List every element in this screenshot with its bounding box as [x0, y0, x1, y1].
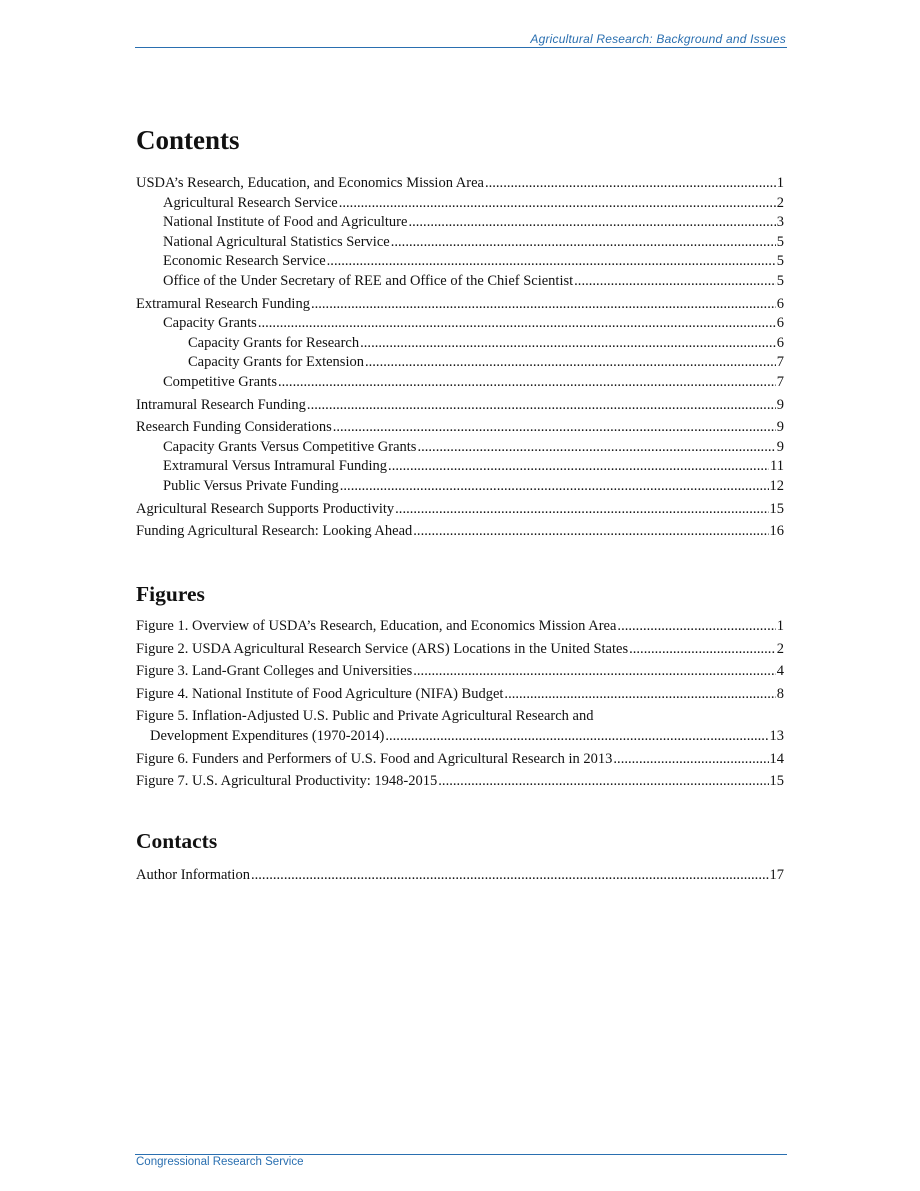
dot-leader	[327, 252, 776, 272]
figure-entry[interactable]	[136, 750, 784, 770]
dot-leader	[613, 750, 768, 770]
dot-leader	[391, 233, 776, 253]
dot-leader	[278, 373, 776, 393]
dot-leader	[258, 314, 776, 334]
dot-leader	[340, 477, 769, 497]
toc-entry-label: Economic Research Service	[163, 253, 326, 270]
toc-entry-page-number: 6	[776, 295, 784, 312]
toc-entry[interactable]	[136, 252, 784, 272]
figure-entry[interactable]	[136, 707, 784, 746]
toc-entry-page-number: 5	[776, 233, 784, 250]
header-divider	[135, 47, 787, 48]
dot-leader	[504, 685, 775, 705]
toc-entry-label: Figure 2. USDA Agricultural Research Service (ARS) Locations in the United States	[136, 640, 629, 657]
toc-entry-page-number: 13	[769, 727, 784, 744]
toc-entry-label: Figure 1. Overview of USDA’s Research, Education, and Economics Mission Area	[136, 618, 617, 634]
figures-list	[136, 617, 784, 792]
toc-entry-label: Author Information	[136, 867, 250, 883]
toc-entry[interactable]	[136, 213, 784, 233]
toc-entry-label: Public Versus Private Funding	[163, 477, 339, 494]
dot-leader	[574, 272, 776, 292]
toc-entry[interactable]	[136, 477, 784, 497]
toc-entry-page-number: 9	[776, 438, 784, 455]
toc-entry-label: National Institute of Food and Agriculture	[163, 214, 408, 231]
figures-heading: Figures	[136, 582, 205, 606]
toc-entry-label: Capacity Grants for Research	[188, 334, 360, 351]
contents-heading: Contents	[136, 125, 240, 155]
toc-entry-label: Capacity Grants	[163, 315, 257, 332]
toc-entry[interactable]	[136, 314, 784, 334]
dot-leader	[417, 438, 775, 458]
toc-entry-page-number: 15	[769, 773, 784, 790]
dot-leader	[413, 662, 776, 682]
figure-entry[interactable]	[136, 662, 784, 682]
toc-entry[interactable]	[136, 396, 784, 416]
toc-entry[interactable]	[136, 334, 784, 354]
toc-entry-label: Figure 7. U.S. Agricultural Productivity: 1948-2015	[136, 773, 438, 790]
toc-entry-label: Competitive Grants	[163, 373, 277, 390]
toc-entry[interactable]	[136, 353, 784, 373]
dot-leader	[413, 522, 768, 542]
contacts-heading: Contacts	[136, 829, 218, 853]
dot-leader	[385, 727, 768, 747]
contents-list	[136, 174, 784, 542]
toc-entry-label: Funding Agricultural Research: Looking Ahead	[136, 523, 413, 540]
toc-entry-page-number: 7	[776, 354, 784, 371]
dot-leader	[388, 457, 769, 477]
dot-leader	[438, 772, 768, 792]
toc-entry[interactable]	[136, 194, 784, 214]
toc-entry-page-number: 6	[776, 334, 784, 351]
toc-entry-label: Capacity Grants Versus Competitive Grants	[163, 438, 417, 455]
dot-leader	[617, 617, 775, 637]
toc-entry-label: Agricultural Research Supports Productivity	[136, 500, 395, 517]
dot-leader	[408, 213, 775, 233]
figure-entry[interactable]	[136, 617, 784, 637]
toc-entry-page-number: 12	[769, 477, 784, 494]
toc-entry-page-number: 5	[776, 272, 784, 289]
toc-entry-page-number: 5	[776, 253, 784, 270]
toc-entry-page-number: 17	[769, 867, 784, 883]
dot-leader	[365, 353, 776, 373]
toc-entry-label: USDA’s Research, Education, and Economics Mission Area	[136, 175, 484, 191]
running-header: Agricultural Research: Background and Issues	[530, 32, 786, 46]
footer-publisher: Congressional Research Service	[136, 1156, 304, 1168]
toc-entry-label: Extramural Research Funding	[136, 295, 310, 312]
toc-entry-label: Capacity Grants for Extension	[188, 354, 364, 371]
toc-entry-label: Extramural Versus Intramural Funding	[163, 458, 388, 475]
toc-entry-label: Agricultural Research Service	[163, 194, 338, 211]
toc-entry-page-number: 6	[776, 315, 784, 332]
dot-leader	[251, 866, 769, 886]
toc-entry-label-continuation: Development Expenditures (1970-2014)	[150, 727, 385, 744]
toc-entry-page-number: 16	[769, 523, 784, 540]
toc-entry-label: Figure 4. National Institute of Food Agriculture (NIFA) Budget	[136, 685, 504, 702]
toc-entry[interactable]	[136, 438, 784, 458]
toc-entry-label: Figure 6. Funders and Performers of U.S. Food and Agricultural Research in 2013	[136, 750, 613, 767]
toc-entry-label: National Agricultural Statistics Service	[163, 233, 390, 250]
toc-entry[interactable]	[136, 174, 784, 194]
toc-entry-page-number: 3	[776, 214, 784, 231]
toc-entry-label: Figure 5. Inflation-Adjusted U.S. Public and Private Agricultural Research and	[136, 708, 594, 725]
dot-leader	[485, 174, 776, 194]
dot-leader	[333, 418, 776, 438]
toc-entry-page-number: 1	[776, 175, 784, 191]
toc-entry[interactable]	[136, 457, 784, 477]
toc-entry-page-number: 8	[776, 685, 784, 702]
toc-entry[interactable]	[136, 418, 784, 438]
toc-entry-page-number: 15	[769, 500, 784, 517]
toc-entry-page-number: 7	[776, 373, 784, 390]
toc-entry[interactable]	[136, 373, 784, 393]
toc-entry[interactable]	[136, 522, 784, 542]
figure-entry[interactable]	[136, 685, 784, 705]
toc-entry-label: Research Funding Considerations	[136, 419, 332, 436]
figure-entry[interactable]	[136, 772, 784, 792]
toc-entry-label: Intramural Research Funding	[136, 396, 306, 413]
toc-entry-page-number: 2	[776, 194, 784, 211]
toc-entry-page-number: 9	[776, 419, 784, 436]
dot-leader	[395, 500, 768, 520]
toc-entry-page-number: 9	[776, 396, 784, 413]
contact-entry[interactable]	[136, 866, 784, 886]
dot-leader	[311, 295, 776, 315]
figure-entry[interactable]	[136, 640, 784, 660]
footer-divider	[135, 1154, 787, 1155]
dot-leader	[339, 194, 776, 214]
toc-entry-page-number: 14	[769, 750, 784, 767]
toc-entry[interactable]	[136, 233, 784, 253]
toc-entry-label: Figure 3. Land-Grant Colleges and Universities	[136, 663, 413, 680]
toc-entry[interactable]	[136, 272, 784, 292]
toc-entry[interactable]	[136, 500, 784, 520]
dot-leader	[629, 640, 776, 660]
toc-entry[interactable]	[136, 295, 784, 315]
contacts-list	[136, 866, 784, 886]
dot-leader	[360, 334, 776, 354]
toc-entry-page-number: 11	[770, 458, 784, 475]
toc-entry-page-number: 2	[776, 640, 784, 657]
toc-entry-page-number: 1	[776, 618, 784, 634]
toc-entry-page-number: 4	[776, 663, 784, 680]
dot-leader	[307, 396, 776, 416]
toc-entry-label: Office of the Under Secretary of REE and Office of the Chief Scientist	[163, 272, 574, 289]
